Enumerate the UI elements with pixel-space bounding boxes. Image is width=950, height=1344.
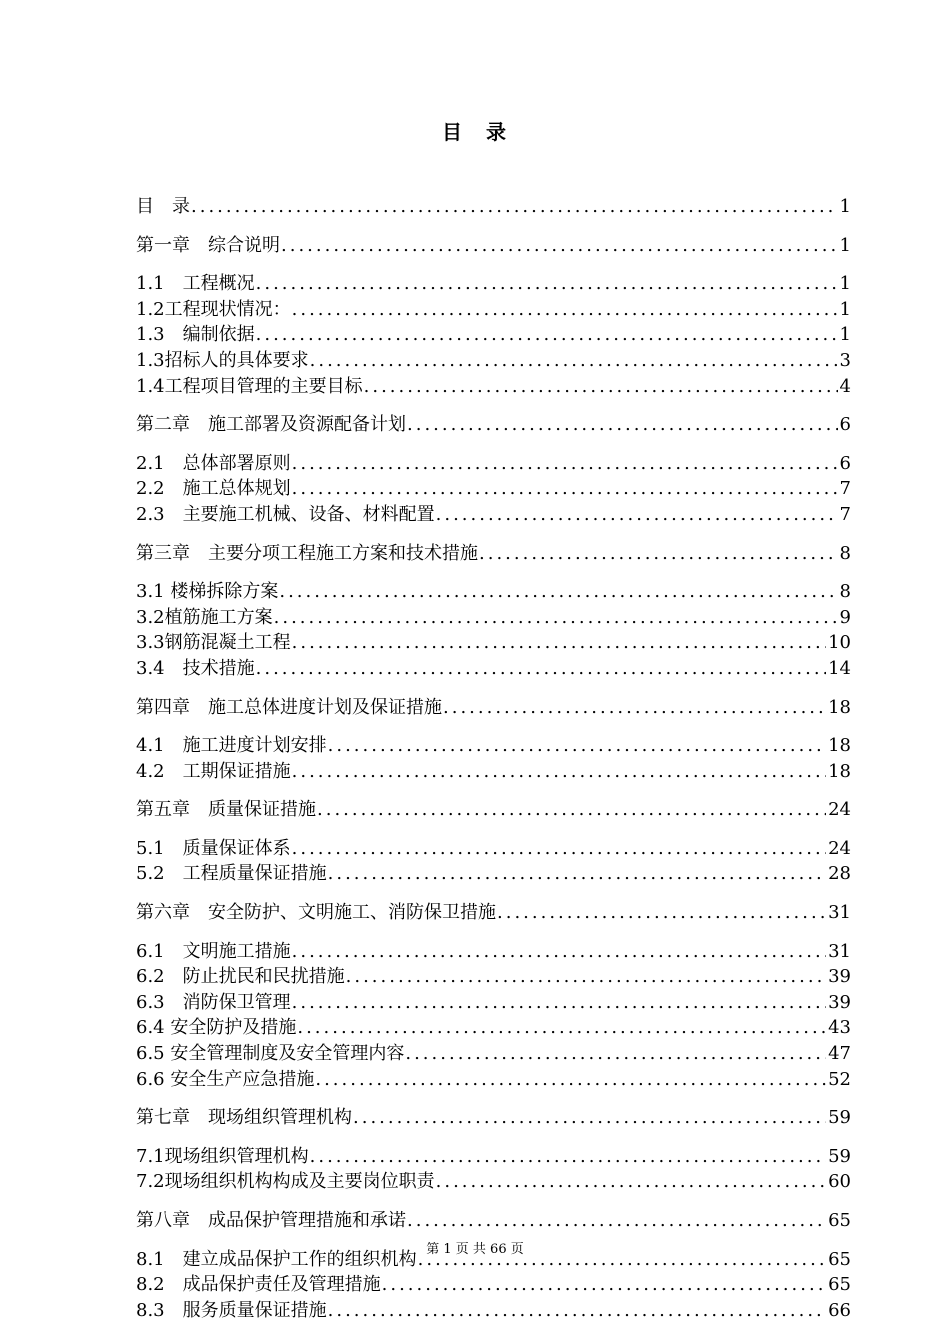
toc-chapter-entry[interactable]: [136, 1105, 851, 1131]
toc-section-entry[interactable]: [136, 476, 851, 502]
toc-leader-dots: [479, 541, 838, 567]
toc-entry-page-number: 28: [828, 863, 851, 885]
table-of-contents: [136, 194, 851, 1323]
toc-entry-label: 2.3 主要施工机械、设备、材料配置: [136, 503, 435, 525]
toc-entry-page-number: 65: [828, 1210, 851, 1231]
toc-entry-page-number: 1: [839, 196, 851, 217]
toc-entry-page-number: 1: [839, 298, 851, 320]
toc-leader-dots: [292, 990, 826, 1016]
toc-section-entry[interactable]: [136, 939, 851, 965]
toc-entry-label: 6.1 文明施工措施: [136, 940, 291, 962]
toc-entry-page-number: 59: [828, 1145, 851, 1167]
toc-entry-label: 4.1 施工进度计划安排: [136, 735, 327, 757]
toc-entry-page-number: 60: [828, 1171, 851, 1193]
toc-leader-dots: [279, 579, 837, 605]
toc-chapter-entry[interactable]: [136, 194, 851, 220]
toc-entry-page-number: 7: [839, 478, 851, 500]
toc-entry-label: 第五章 质量保证措施: [136, 799, 316, 821]
toc-section-entry[interactable]: [136, 579, 851, 605]
toc-chapter-entry[interactable]: [136, 900, 851, 926]
toc-leader-dots: [310, 348, 838, 374]
toc-entry-label: 1.3 编制依据: [136, 324, 255, 346]
toc-entry-label: 6.6 安全生产应急措施: [136, 1068, 315, 1090]
toc-section-entry[interactable]: [136, 348, 851, 374]
toc-section-entry[interactable]: [136, 374, 851, 400]
toc-section-entry[interactable]: [136, 733, 851, 759]
toc-entry-page-number: 52: [828, 1068, 851, 1090]
toc-entry-label: 7.1现场组织管理机构: [136, 1145, 309, 1167]
toc-entry-label: 3.1 楼梯拆除方案: [136, 581, 279, 603]
toc-entry-label: 8.3 服务质量保证措施: [136, 1299, 327, 1321]
toc-entry-page-number: 8: [839, 581, 851, 603]
toc-section-entry[interactable]: [136, 861, 851, 887]
toc-entry-label: 3.3钢筋混凝土工程: [136, 632, 291, 654]
toc-entry-label: 1.1 工程概况: [136, 273, 255, 295]
toc-entry-page-number: 43: [828, 1017, 851, 1039]
toc-section-entry[interactable]: [136, 1067, 851, 1093]
toc-leader-dots: [315, 1067, 826, 1093]
toc-entry-page-number: 31: [828, 940, 851, 962]
toc-leader-dots: [191, 194, 838, 220]
toc-section-entry[interactable]: [136, 759, 851, 785]
toc-entry-label: 6.2 防止扰民和民扰措施: [136, 966, 345, 988]
toc-entry-page-number: 1: [839, 273, 851, 295]
toc-leader-dots: [292, 759, 826, 785]
toc-section-entry[interactable]: [136, 656, 851, 682]
toc-chapter-entry[interactable]: [136, 1208, 851, 1234]
toc-section-entry[interactable]: [136, 322, 851, 348]
toc-entry-label: 第七章 现场组织管理机构: [136, 1107, 352, 1129]
toc-entry-label: 3.2植筋施工方案: [136, 606, 273, 628]
toc-entry-label: 第八章 成品保护管理措施和承诺: [136, 1210, 406, 1231]
toc-entry-label: 1.3招标人的具体要求: [136, 349, 309, 371]
toc-leader-dots: [292, 939, 826, 965]
page-footer: 第 1 页 共 66 页: [426, 1242, 524, 1257]
toc-section-entry[interactable]: [136, 964, 851, 990]
toc-section-entry[interactable]: [136, 1041, 851, 1067]
toc-section-entry[interactable]: [136, 451, 851, 477]
toc-chapter-entry[interactable]: [136, 695, 851, 721]
toc-entry-page-number: 39: [828, 966, 851, 988]
toc-leader-dots: [328, 861, 826, 887]
toc-entry-label: 5.2 工程质量保证措施: [136, 863, 327, 885]
toc-section-entry[interactable]: [136, 1015, 851, 1041]
toc-entry-page-number: 14: [828, 657, 851, 679]
toc-section-entry[interactable]: [136, 1169, 851, 1195]
toc-leader-dots: [310, 1144, 826, 1170]
toc-leader-dots: [346, 964, 826, 990]
toc-entry-page-number: 1: [839, 234, 851, 256]
toc-entry-page-number: 6: [839, 414, 851, 436]
toc-chapter-entry[interactable]: [136, 541, 851, 567]
toc-entry-label: 7.2现场组织机构构成及主要岗位职责: [136, 1171, 435, 1193]
toc-entry-page-number: 3: [839, 349, 851, 371]
toc-leader-dots: [292, 297, 838, 323]
toc-chapter-entry[interactable]: [136, 233, 851, 259]
toc-entry-page-number: 65: [828, 1248, 851, 1270]
toc-entry-page-number: 66: [828, 1299, 851, 1321]
toc-entry-label: 2.1 总体部署原则: [136, 452, 291, 474]
toc-entry-label: 4.2 工期保证措施: [136, 760, 291, 782]
toc-leader-dots: [317, 797, 826, 823]
toc-entry-page-number: 18: [828, 760, 851, 782]
toc-leader-dots: [436, 1169, 826, 1195]
toc-entry-page-number: 24: [828, 799, 851, 821]
toc-section-entry[interactable]: [136, 836, 851, 862]
toc-leader-dots: [297, 1015, 826, 1041]
toc-section-entry[interactable]: [136, 297, 851, 323]
toc-entry-page-number: 31: [828, 902, 851, 924]
toc-entry-page-number: 18: [828, 735, 851, 757]
toc-entry-label: 第三章 主要分项工程施工方案和技术措施: [136, 542, 478, 564]
toc-leader-dots: [407, 1208, 826, 1234]
toc-leader-dots: [497, 900, 826, 926]
toc-leader-dots: [292, 836, 826, 862]
toc-entry-label: 6.4 安全防护及措施: [136, 1017, 297, 1039]
toc-leader-dots: [256, 656, 826, 682]
toc-leader-dots: [328, 733, 826, 759]
toc-leader-dots: [382, 1272, 826, 1298]
toc-leader-dots: [292, 630, 826, 656]
toc-leader-dots: [292, 476, 838, 502]
toc-entry-page-number: 65: [828, 1274, 851, 1296]
toc-leader-dots: [328, 1298, 826, 1324]
toc-chapter-entry[interactable]: [136, 797, 851, 823]
toc-entry-page-number: 7: [839, 503, 851, 525]
toc-entry-label: 8.1 建立成品保护工作的组织机构: [136, 1248, 417, 1270]
toc-entry-page-number: 10: [828, 632, 851, 654]
toc-entry-page-number: 4: [839, 375, 851, 397]
toc-section-entry[interactable]: [136, 630, 851, 656]
toc-entry-page-number: 47: [828, 1043, 851, 1065]
page-title: 目 录: [442, 120, 508, 144]
toc-entry-page-number: 9: [839, 606, 851, 628]
toc-entry-page-number: 18: [828, 696, 851, 718]
toc-chapter-entry[interactable]: [136, 412, 851, 438]
toc-entry-label: 5.1 质量保证体系: [136, 837, 291, 859]
toc-leader-dots: [364, 374, 838, 400]
toc-leader-dots: [256, 271, 838, 297]
toc-entry-label: 第六章 安全防护、文明施工、消防保卫措施: [136, 902, 496, 924]
toc-leader-dots: [436, 502, 838, 528]
toc-leader-dots: [353, 1105, 826, 1131]
toc-entry-page-number: 24: [828, 837, 851, 859]
toc-section-entry[interactable]: [136, 1272, 851, 1298]
toc-entry-page-number: 59: [828, 1107, 851, 1129]
toc-entry-label: 1.2工程现状情况：: [136, 298, 291, 320]
toc-section-entry[interactable]: [136, 605, 851, 631]
toc-entry-label: 第四章 施工总体进度计划及保证措施: [136, 696, 442, 718]
toc-leader-dots: [443, 695, 826, 721]
toc-entry-label: 8.2 成品保护责任及管理措施: [136, 1274, 381, 1296]
toc-leader-dots: [256, 322, 838, 348]
toc-entry-label: 6.5 安全管理制度及安全管理内容: [136, 1043, 405, 1065]
toc-leader-dots: [274, 605, 838, 631]
toc-leader-dots: [407, 412, 838, 438]
toc-entry-label: 6.3 消防保卫管理: [136, 991, 291, 1013]
toc-leader-dots: [281, 233, 838, 259]
toc-entry-page-number: 6: [839, 452, 851, 474]
toc-entry-label: 第二章 施工部署及资源配备计划: [136, 414, 406, 436]
toc-entry-label: 1.4工程项目管理的主要目标: [136, 375, 363, 397]
toc-leader-dots: [292, 451, 838, 477]
toc-section-entry[interactable]: [136, 1144, 851, 1170]
toc-leader-dots: [405, 1041, 826, 1067]
toc-entry-label: 2.2 施工总体规划: [136, 478, 291, 500]
toc-section-entry[interactable]: [136, 271, 851, 297]
toc-entry-page-number: 1: [839, 324, 851, 346]
toc-entry-label: 目 录: [136, 196, 190, 217]
toc-section-entry[interactable]: [136, 502, 851, 528]
toc-entry-label: 第一章 综合说明: [136, 234, 280, 256]
toc-entry-page-number: 39: [828, 991, 851, 1013]
toc-section-entry[interactable]: [136, 990, 851, 1016]
toc-section-entry[interactable]: [136, 1298, 851, 1324]
toc-entry-page-number: 8: [839, 542, 851, 564]
toc-entry-label: 3.4 技术措施: [136, 657, 255, 679]
